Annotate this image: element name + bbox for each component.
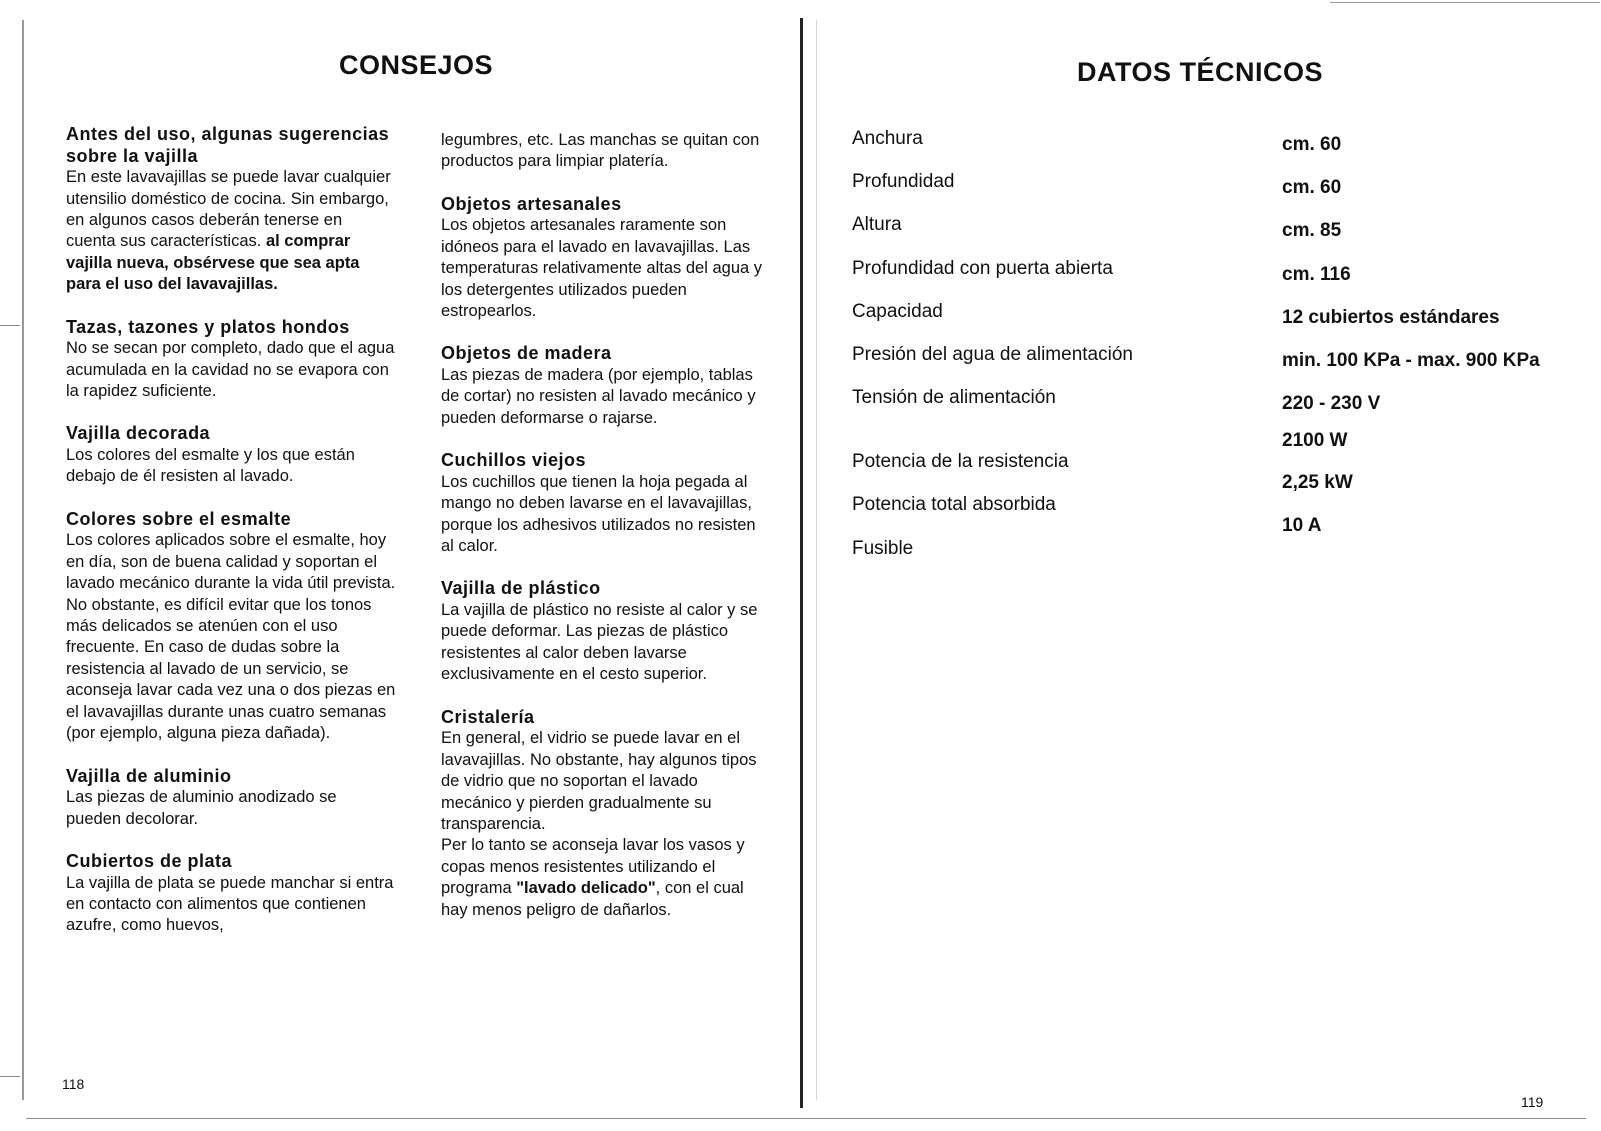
spec-label: Anchura — [852, 128, 923, 149]
section-cuchillos-viejos — [441, 450, 771, 557]
spec-value: 2100 W — [1282, 430, 1348, 452]
section-heading: Cubiertos de plata — [66, 850, 233, 871]
spec-label: Altura — [852, 214, 902, 236]
section-heading: Cuchillos viejos — [441, 450, 587, 471]
section-heading: Cristalería — [441, 706, 535, 727]
spec-value: cm. 85 — [1282, 220, 1342, 242]
section-text: Las piezas de aluminio anodizado se pueden decolorar. — [66, 788, 337, 828]
spec-value: 220 - 230 V — [1282, 393, 1381, 415]
page-edge-left — [22, 20, 24, 1100]
spec-row — [852, 538, 1572, 581]
page-edge-bottom — [26, 1118, 1586, 1119]
spec-value: 2,25 kW — [1282, 472, 1353, 494]
section-heading: Objetos artesanales — [441, 193, 622, 214]
spec-value: 12 cubiertos estándares — [1282, 306, 1500, 328]
spec-label: Profundidad con puerta abierta — [852, 257, 1113, 279]
section-text: Los cuchillos que tienen la hoja pegada al mango no deben lavarse en el lavavajillas, porque los adhesivos utilizados no resisten al calor. — [441, 472, 756, 556]
spec-label: Potencia total absorbida — [852, 494, 1056, 516]
page-title-consejos: CONSEJOS — [339, 50, 494, 80]
page-edge-tick — [0, 1076, 20, 1077]
section-cubiertos-plata — [66, 851, 396, 937]
section-heading: Antes del uso, algunas sugerencias sobre la vajilla — [66, 124, 390, 166]
section-text: La vajilla de plata se puede manchar si entra en contacto con alimentos que contienen azufre, como huevos, — [66, 873, 394, 935]
spec-row — [852, 494, 1572, 537]
spec-value: cm. 116 — [1282, 263, 1351, 285]
spec-row — [852, 344, 1572, 387]
section-text: En general, el vidrio se puede lavar en el lavavajillas. No obstante, hay algunos tipos de vidrio que no soportan el lavado mecánico y pierden gradualmente su transparencia. Per lo tanto se aconseja lavar los vasos y copas menos resistentes utilizando el programa "lavado delicado", con el cual hay menos peligro de dañarlos. — [441, 729, 757, 919]
consejos-column-2 — [441, 130, 771, 942]
section-continuation — [441, 130, 771, 173]
section-text: Los objetos artesanales raramente son idóneos para el lavado en lavavajillas. Las temperaturas relativamente altas del agua y los detergentes utilizados pueden estropearlos. — [441, 216, 763, 321]
section-text: Los colores del esmalte y los que están debajo de él resisten al lavado. — [66, 446, 355, 486]
spec-label: Profundidad — [852, 171, 955, 193]
section-text: La vajilla de plástico no resiste al calor y se puede deformar. Las piezas de plástico resistentes al calor deben lavarse exclusivamente en el cesto superior. — [441, 601, 758, 684]
spec-row — [852, 451, 1572, 494]
spec-label: Tensión de alimentación — [852, 387, 1056, 409]
section-text: En este lavavajillas se puede lavar cualquier utensilio doméstico de cocina. Sin embargo, en algunos casos deberán tenerse en cuenta sus características. al comprar vajilla nueva, obsérvese que sea apta para el uso del lavavajillas. — [66, 168, 391, 294]
section-text: No se secan por completo, dado que el agua acumulada en la cavidad no se evapora con la rapidez suficiente. — [66, 339, 395, 401]
spec-row — [852, 387, 1572, 451]
page-number-left: 118 — [62, 1076, 85, 1092]
page-edge-tick — [0, 325, 20, 326]
spec-label: Potencia de la resistencia — [852, 451, 1069, 473]
spec-label: Capacidad — [852, 300, 943, 322]
section-text: Las piezas de madera (por ejemplo, tablas de cortar) no resisten al lavado mecánico y pueden deformarse o rajarse. — [441, 366, 756, 427]
page-title-datos-tecnicos: DATOS TÉCNICOS — [1077, 57, 1324, 87]
page-edge-top — [1330, 2, 1600, 3]
section-tazas — [66, 317, 396, 403]
spec-row — [852, 128, 1572, 171]
spec-value: min. 100 KPa - max. 900 KPa — [1282, 349, 1540, 371]
section-heading: Vajilla decorada — [66, 423, 211, 444]
spec-value: cm. 60 — [1282, 177, 1342, 199]
section-vajilla-plastico — [441, 578, 771, 685]
spec-row — [852, 214, 1572, 257]
section-cristaleria — [441, 707, 771, 921]
section-vajilla-decorada — [66, 423, 396, 487]
spec-row — [852, 171, 1572, 214]
section-heading: Vajilla de aluminio — [66, 765, 232, 786]
section-antes-del-uso — [66, 124, 396, 296]
spec-value: cm. 60 — [1282, 134, 1342, 155]
section-text: Los colores aplicados sobre el esmalte, hoy en día, son de buena calidad y soportan el lavado mecánico durante la vida útil prevista. No obstante, es difícil evitar que los tonos más delicados se atenúen con el uso frecuente. En caso de dudas sobre la resistencia al lavado de un servicio, se aconseja lavar cada vez una o dos piezas en el lavavajillas durante unas cuatro semanas (por ejemplo, alguna pieza dañada). — [66, 531, 396, 743]
section-text: legumbres, etc. Las manchas se quitan con productos para limpiar platería. — [441, 131, 760, 171]
section-heading: Colores sobre el esmalte — [66, 508, 292, 529]
page-fold-shadow — [816, 20, 817, 1100]
spec-value: 10 A — [1282, 515, 1322, 537]
spec-label: Fusible — [852, 537, 914, 559]
page-fold — [800, 18, 803, 1108]
section-heading: Tazas, tazones y platos hondos — [66, 316, 350, 337]
section-vajilla-aluminio — [66, 766, 396, 830]
consejos-column-1 — [66, 124, 396, 958]
section-colores-esmalte — [66, 509, 396, 745]
spec-table — [852, 128, 1572, 581]
page-number-right: 119 — [1521, 1094, 1544, 1110]
spec-label: Presión del agua de alimentación — [852, 343, 1133, 365]
section-heading: Objetos de madera — [441, 343, 612, 364]
spec-row — [852, 301, 1572, 344]
section-objetos-madera — [441, 343, 771, 429]
section-objetos-artesanales — [441, 194, 771, 323]
section-heading: Vajilla de plástico — [441, 578, 601, 599]
spec-row — [852, 258, 1572, 301]
